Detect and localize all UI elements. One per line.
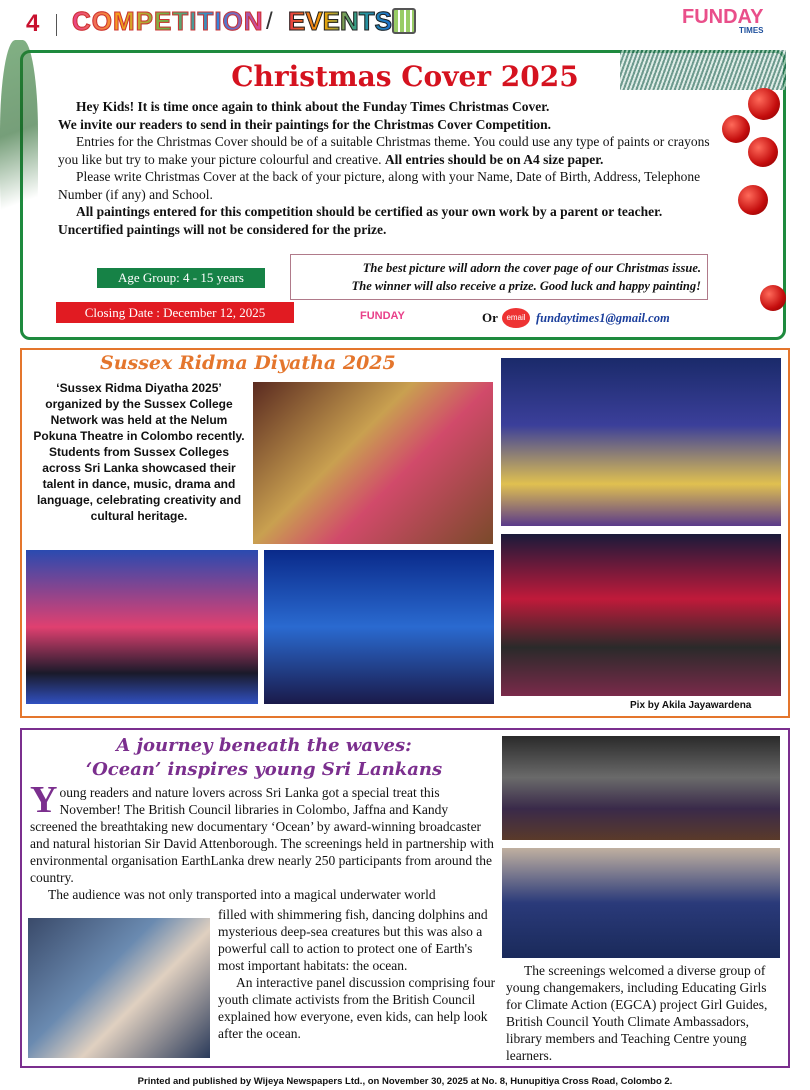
photo-children-singing [501, 358, 781, 526]
para: Please write Christmas Cover at the back of your picture, along with your Name, Date of Birth, Address, Telephone Number (if any) and School. [58, 169, 701, 202]
drop-cap: Y [30, 779, 58, 821]
funday-logo-small: FUNDAY [360, 310, 405, 322]
prize-line: The best picture will adorn the cover page of our Christmas issue. [362, 261, 701, 275]
email-icon: email [502, 308, 530, 328]
ocean-body-col [218, 906, 498, 1042]
closing-date-badge: Closing Date : December 12, 2025 [56, 302, 294, 323]
ornament-icon [748, 137, 778, 167]
footer-imprint: Printed and published by Wijeya Newspapers Ltd., on November 30, 2025 at No. 8, Hunupitiya Cross Road, Colombo 2. [137, 1076, 673, 1087]
photo-dancers [253, 382, 493, 544]
email-link[interactable]: fundaytimes1@gmail.com [536, 311, 670, 325]
logo-sub: TIMES [739, 26, 764, 35]
christmas-body [58, 98, 716, 238]
text: oung readers and nature lovers across Sri Lanka got a special treat this November! The British Council libraries in Colombo, Jaffna and Kandy screened the breathtaking new documentary ‘Ocean’ by award-winning broadcaster and natural historian Sir David Attenborough. The screenings held in partnership with environmental organisation EarthLanka drew nearly 250 participants from around the country. [30, 785, 494, 885]
ocean-title [30, 734, 498, 782]
ornament-icon [760, 285, 786, 311]
section-title-competition: COMPETITION [72, 6, 264, 36]
title-line: ‘Ocean’ inspires young Sri Lankans [85, 759, 443, 780]
or-label: Or [482, 310, 498, 325]
page-number: 4 [26, 10, 40, 37]
photo-students [28, 918, 210, 1058]
text: All entries should be on A4 size paper. [384, 151, 604, 167]
funday-times-logo [682, 6, 764, 35]
photo-group-dance [26, 550, 258, 704]
para: Hey Kids! It is time once again to think about the Funday Times Christmas Cover. [76, 99, 550, 114]
ocean-body-right [506, 962, 781, 1064]
logo-text: FUNDAY [682, 6, 764, 28]
para [58, 133, 716, 168]
prize-note [290, 254, 708, 300]
divider [56, 14, 57, 36]
para: The screenings welcomed a diverse group of young changemakers, including Educating Girls for Climate Action (EGCA) project Girl Guides, British Council Youth Climate Ambassadors, library members and Teaching Centre young learners. [506, 963, 768, 1063]
christmas-title: Christmas Cover 2025 [231, 60, 579, 93]
photo-credit: Pix by Akila Jayawardena [630, 700, 752, 711]
age-group-badge: Age Group: 4 - 15 years [97, 268, 265, 288]
ornament-icon [722, 115, 750, 143]
slash: / [266, 8, 273, 35]
para: We invite our readers to send in their paintings for the Christmas Cover Competition. [58, 116, 551, 132]
para: All paintings entered for this competition should be certified as your own work by a parent or teacher. Uncertified paintings will not be considered for the prize. [58, 204, 663, 237]
ocean-body [30, 779, 496, 903]
text: Entries for the Christmas Cover should be of a suitable Christmas theme. You could use any type of paints or crayons you like but try to make your picture colourful and creative. [58, 134, 710, 167]
para: filled with shimmering fish, dancing dolphins and mysterious deep-sea creatures but this was also a powerful call to action to protect one of Earth's most important habitats: the ocean. [218, 907, 488, 973]
calendar-icon [392, 8, 416, 34]
sussex-body: ‘Sussex Ridma Diyatha 2025’ organized by the Sussex College Network was held at the Nelum Pokuna Theatre in Colombo recently. Students from Sussex Colleges across Sri Lanka showcased their talent in dance, music, drama and language, celebrating creativity and cultural heritage. [33, 381, 245, 523]
title-line: A journey beneath the waves: [116, 735, 412, 756]
para: An interactive panel discussion comprising four youth climate activists from the British Council explained how everyone, even kids, can help look after the ocean. [218, 975, 496, 1041]
para: The audience was not only transported into a magical underwater world [48, 887, 436, 902]
prize-line: The winner will also receive a prize. Good luck and happy painting! [351, 279, 701, 293]
photo-acrobat [264, 550, 494, 704]
photo-panel [502, 736, 780, 840]
photo-audience [502, 848, 780, 958]
section-title-events: EVENTS [288, 6, 393, 36]
ornament-icon [738, 185, 768, 215]
sussex-title: Sussex Ridma Diyatha 2025 [100, 352, 396, 374]
photo-choir [501, 534, 781, 696]
